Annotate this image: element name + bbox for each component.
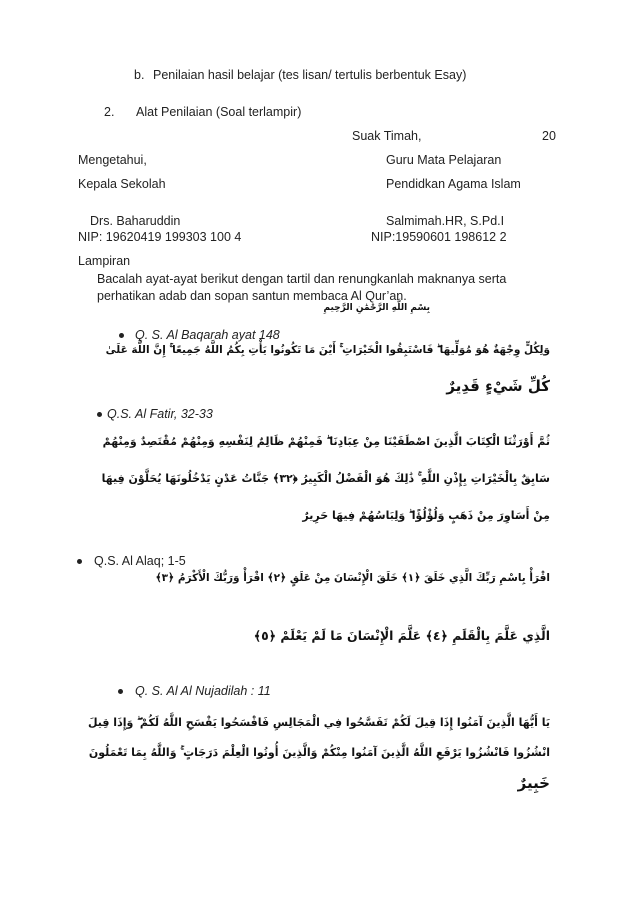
signature-left-title2: Kepala Sekolah (78, 177, 166, 191)
signature-place: Suak Timah, (352, 129, 422, 143)
bullet-3 (77, 559, 82, 564)
verse-2-ref: Q.S. Al Fatir, 32-33 (107, 407, 213, 421)
verse-3-ref: Q.S. Al Alaq; 1-5 (94, 554, 186, 568)
signature-right-name: Salmimah.HR, S.Pd.I (386, 214, 505, 228)
item-b-text: Penilaian hasil belajar (tes lisan/ tertulis berbentuk Esay) (153, 68, 467, 82)
signature-right-nip: NIP:19590601 198612 2 (371, 230, 507, 244)
lampiran-instruction: Bacalah ayat-ayat berikut dengan tartil dan renungkanlah maknanya serta perhatikan adab dan sopan santun membaca Al Qur’an. (97, 272, 507, 303)
verse-2-line-2: سَابِقٌ بِالْخَيْرَاتِ بِإِذْنِ اللَّهِ ۚ ذَٰلِكَ هُوَ الْفَضْلُ الْكَبِيرُ ﴿٣٢﴾ جَنَّاتُ عَدْنٍ يَدْخُلُونَهَا يُحَلَّوْنَ فِيهَا (101, 472, 550, 485)
verse-4-ref: Q. S. Al Al Nujadilah : 11 (135, 684, 271, 698)
verse-3-line-1: اقْرَأْ بِاسْمِ رَبِّكَ الَّذِي خَلَقَ ﴿١﴾ خَلَقَ الْإِنْسَانَ مِنْ عَلَقٍ ﴿٢﴾ اقْرَأْ وَرَبُّكَ الْأَكْرَمُ ﴿٣﴾ (155, 572, 550, 584)
signature-left-nip: NIP: 19620419 199303 100 4 (78, 230, 242, 244)
item-2-label: 2. (104, 105, 115, 119)
verse-4-line-3: خَبِيرٌ (517, 774, 550, 792)
signature-right-title2: Pendidkan Agama Islam (386, 177, 521, 191)
verse-4-line-1: يَا أَيُّهَا الَّذِينَ آمَنُوا إِذَا قِيلَ لَكُمْ تَفَسَّحُوا فِي الْمَجَالِسِ فَافْسَحُوا يَفْسَحِ اللَّهُ لَكُمْ ۖ وَإِذَا قِيلَ (87, 716, 550, 729)
verse-3-line-2: الَّذِي عَلَّمَ بِالْقَلَمِ ﴿٤﴾ عَلَّمَ الْإِنْسَانَ مَا لَمْ يَعْلَمْ ﴿٥﴾ (253, 628, 550, 643)
item-b-label: b. (134, 68, 145, 82)
signature-year: 20 (542, 129, 556, 143)
verse-2-line-3: مِنْ أَسَاوِرَ مِنْ ذَهَبٍ وَلُؤْلُؤًا ۖ وَلِبَاسُهُمْ فِيهَا حَرِيرٌ (302, 509, 550, 522)
basmala-line: بِسْمِ اللَّهِ الرَّحْمَٰنِ الرَّحِيمِ (323, 303, 430, 313)
verse-2-line-1: ثُمَّ أَوْرَثْنَا الْكِتَابَ الَّذِينَ اصْطَفَيْنَا مِنْ عِبَادِنَا ۖ فَمِنْهُمْ ظَالِمٌ لِنَفْسِهِ وَمِنْهُمْ مُقْتَصِدٌ وَمِنْهُمْ (102, 435, 550, 448)
verse-4-line-2: انْشُزُوا فَانْشُزُوا يَرْفَعِ اللَّهُ الَّذِينَ آمَنُوا مِنْكُمْ وَالَّذِينَ أُوتُوا الْعِلْمَ دَرَجَاتٍ ۚ وَاللَّهُ بِمَا تَعْمَلُونَ (88, 746, 550, 759)
verse-1-line-1: وَلِكُلٍّ وِجْهَةٌ هُوَ مُوَلِّيهَا ۖ فَاسْتَبِقُوا الْخَيْرَاتِ ۚ أَيْنَ مَا تَكُونُوا يَأْتِ بِكُمُ اللَّهُ جَمِيعًا ۚ إِنَّ اللَّهَ عَلَىٰ (105, 344, 550, 356)
item-2-text: Alat Penilaian (Soal terlampir) (136, 105, 302, 119)
bullet-4 (118, 689, 123, 694)
signature-left-title1: Mengetahui, (78, 153, 147, 167)
verse-1-ref: Q. S. Al Baqarah ayat 148 (135, 328, 280, 342)
bullet-2 (97, 412, 102, 417)
lampiran-heading: Lampiran (78, 254, 131, 268)
verse-1-line-2: كُلِّ شَيْءٍ قَدِيرٌ (446, 377, 550, 395)
signature-left-name: Drs. Baharuddin (90, 214, 181, 228)
signature-right-title1: Guru Mata Pelajaran (386, 153, 502, 167)
